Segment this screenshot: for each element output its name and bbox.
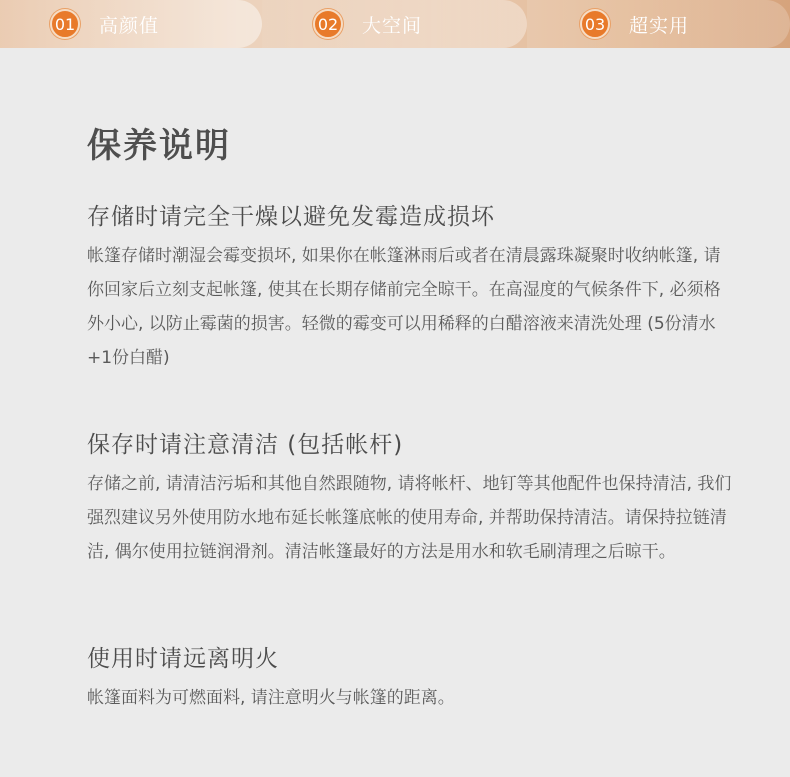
feature-tab-2 [262, 0, 527, 48]
section-cleaning [87, 426, 747, 569]
section-body: 帐篷面料为可燃面料, 请注意明火与帐篷的距离。 [87, 688, 455, 708]
feature-number-badge: 01 [50, 9, 80, 39]
feature-number-badge: 02 [313, 9, 343, 39]
section-body: 存储之前, 请清洁污垢和其他自然跟随物, 请将帐杆、地钉等其他配件也保持清洁, 我们强烈建议另外使用防水地布延长帐篷底帐的使用寿命, 并帮助保持清洁。请保持拉链清洁, 偶尔使用拉链润滑剂。清洁帐篷最好的方法是用水和软毛刷清理之后晾干。 [87, 474, 732, 562]
feature-banner [0, 0, 790, 48]
feature-label: 超实用 [629, 14, 690, 37]
page-title: 保养说明 [87, 126, 231, 166]
feature-label: 高颜值 [99, 14, 160, 37]
feature-tab-3 [527, 0, 790, 48]
feature-tab-1 [0, 0, 262, 48]
section-body: 帐篷存储时潮湿会霉变损坏, 如果你在帐篷淋雨后或者在清晨露珠凝聚时收纳帐篷, 请你回家后立刻支起帐篷, 使其在长期存储前完全晾干。在高湿度的气候条件下, 必须格外小心, 以防止霉菌的损害。轻微的霉变可以用稀释的白醋溶液来清洗处理 (5份清水+1份白醋) [87, 246, 721, 368]
section-title: 存储时请完全干燥以避免发霉造成损坏 [87, 204, 495, 230]
feature-label: 大空间 [362, 14, 423, 37]
section-title: 保存时请注意清洁 (包括帐杆) [87, 432, 404, 458]
section-dry-storage [87, 198, 747, 375]
feature-number-badge: 03 [580, 9, 610, 39]
section-title: 使用时请远离明火 [87, 646, 279, 672]
section-fire-safety [87, 640, 747, 715]
